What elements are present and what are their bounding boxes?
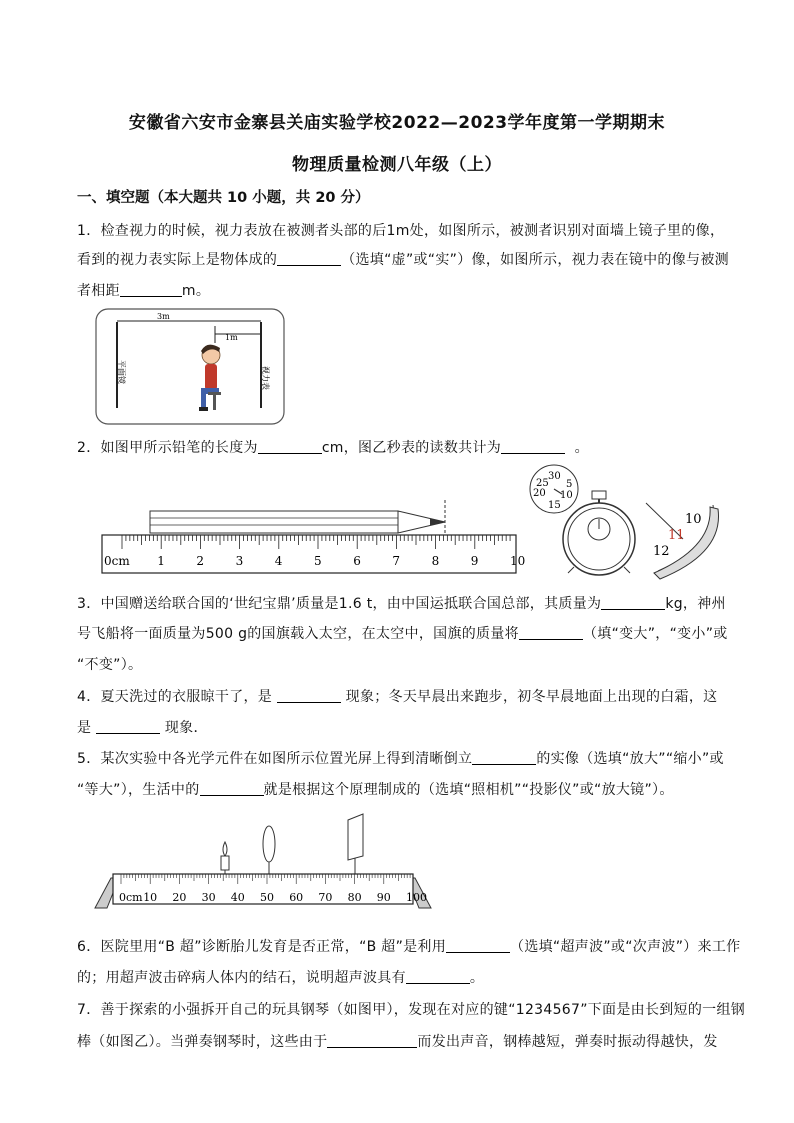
small-dial-label: 15 [548,500,561,511]
q1-line2: 看到的视力表实际上是物体成的 （选填“虚”或“实”）像，如图所示，视力表在镜中的像与被测 [77,252,729,268]
q2-ruler-figure [100,508,526,578]
dial-label-10: 10 [685,512,702,527]
bench-tick-label: 20 [172,891,187,904]
bench-tick-label: 90 [376,891,391,904]
ruler-tick-label: 5 [314,554,322,568]
ruler-tick-label: 6 [353,554,361,568]
ruler-tick-label: 8 [431,554,440,568]
bench-tick-label: 100 [406,891,427,904]
distance-1m-label: 1m [225,333,238,342]
bench-tick-label: 70 [318,891,333,904]
q4-line1: 4．夏天洗过的衣服晾干了，是 现象；冬天早晨出来跑步，初冬早晨地面上出现的白霜，这 [77,689,718,705]
answer-blank[interactable] [258,439,322,454]
bench-tick-label: 40 [230,891,245,904]
ruler-tick-label: 7 [392,554,401,568]
q7-line2: 棒（如图乙）。当弹奏钢琴时，这些由于 而发出声音，钢棒越短，弹奏时振动得越快，发 [77,1034,718,1050]
answer-blank[interactable] [472,750,536,765]
lens-icon [263,826,275,862]
answer-blank[interactable] [501,439,565,454]
candle-icon [221,842,229,870]
bench-tick-label: 60 [289,891,304,904]
answer-blank[interactable] [120,282,182,297]
ruler-tick-label: 4 [274,554,283,568]
dial-label-11: 11 [668,528,685,543]
q1-figure-eye-test [95,308,285,426]
small-dial-label: 10 [560,490,573,501]
answer-blank[interactable] [96,719,160,734]
bench-tick-label: 50 [260,891,274,904]
answer-blank[interactable] [601,595,665,610]
mirror-label: 平面镜 [117,360,126,384]
answer-blank[interactable] [519,625,583,640]
q5-optical-bench-figure [93,812,433,912]
section-heading: 一、填空题（本大题共 10 小题，共 20 分） [77,190,370,206]
answer-blank[interactable] [200,781,264,796]
q6-line2: 的；用超声波击碎病人体内的结石，说明超声波具有 。 [77,970,485,986]
q2-stopwatch-figure [528,463,728,583]
stopwatch-icon [563,491,635,575]
exam-title-line2: 物理质量检测八年级（上） [292,155,502,175]
ruler-tick-label: 3 [235,554,244,568]
q7-line1: 7．善于探索的小强拆开自己的玩具钢琴（如图甲），发现在对应的键“1234567”下面是由长到短的一组钢 [77,1002,746,1018]
bench-tick-label: 10 [143,891,158,904]
answer-blank[interactable] [406,969,470,984]
small-dial-label: 5 [566,479,573,490]
bench-tick-label: 30 [201,891,216,904]
ruler-tick-label: 10 [510,554,526,568]
small-dial-label: 30 [548,471,561,482]
answer-blank[interactable] [446,938,510,953]
exam-title-line1: 安徽省六安市金寨县关庙实验学校2022—2023学年度第一学期期末 [128,113,666,133]
q2-line1: 2．如图甲所示铅笔的长度为 cm，图乙秒表的读数共计为 。 [77,440,589,456]
q1-line1: 1．检查视力的时候，视力表放在被测者头部的后1m处，如图所示，被测者识别对面墙上镜子里的像， [77,223,725,239]
bench-tick-label: 80 [347,891,362,904]
q3-line1: 3．中国赠送给联合国的‘世纪宝鼎’质量是1.6 t，由中国运抵联合国总部，其质量为 kg，神州 [77,596,726,612]
q6-line1: 6．医院里用“B 超”诊断胎儿发育是否正常，“B 超”是利用 （选填“超声波”或“次声波”）来工作 [77,939,741,955]
ruler-tick-label: 9 [470,554,479,568]
small-dial-label: 20 [533,488,546,499]
q3-line3: “不变”）。 [77,657,143,673]
answer-blank[interactable] [327,1033,417,1048]
small-dial-label: 25 [536,478,549,489]
ruler-tick-label: 1 [157,554,165,568]
dial-label-12: 12 [653,544,670,559]
distance-3m-label: 3m [157,312,170,321]
answer-blank[interactable] [277,688,341,703]
q5-line1: 5．某次实验中各光学元件在如图所示位置光屏上得到清晰倒立 的实像（选填“放大”“缩小”或 [77,751,724,767]
q4-line2: 是 现象． [77,720,208,736]
ruler-tick-label: 0cm [104,554,130,568]
answer-blank[interactable] [277,251,341,266]
pencil-icon [150,511,445,533]
light-screen-icon [348,814,363,860]
q5-line2: “等大”），生活中的 就是根据这个原理制成的（选填“照相机”“投影仪”或“放大镜”）。 [77,782,674,798]
ruler-tick-label: 2 [196,554,205,568]
q1-line3: 者相距 m。 [77,283,211,299]
bench-tick-label: 0cm [119,891,143,904]
q3-line2: 号飞船将一面质量为500 g的国旗载入太空，在太空中，国旗的质量将 （填“变大”，“变小”或 [77,626,728,642]
chart-label: 视力表 [261,366,270,390]
